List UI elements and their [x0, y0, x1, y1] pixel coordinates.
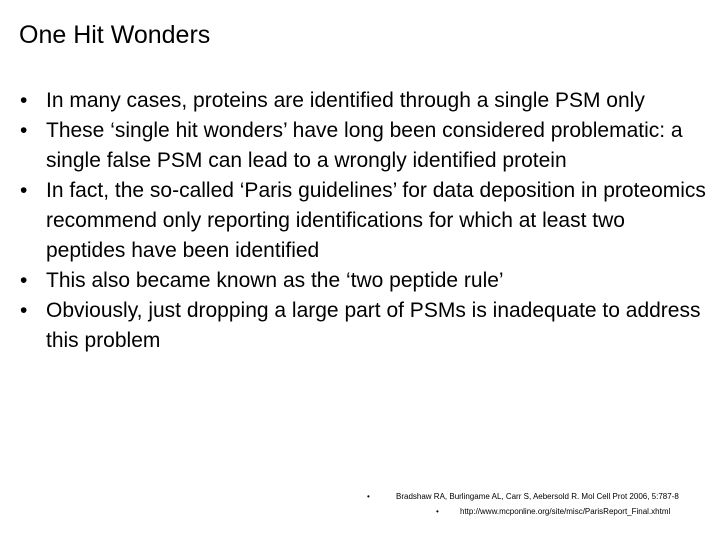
reference-url[interactable]	[436, 507, 670, 517]
bullet-text: In fact, the so-called ‘Paris guidelines’ for data deposition in proteomics recommend only reporting identifications for which at least two peptides have been identified	[46, 179, 706, 262]
bullet-text: Obviously, just dropping a large part of PSMs is inadequate to address this problem	[46, 299, 701, 352]
reference-url-link[interactable]: http://www.mcponline.org/site/misc/ParisReport_Final.xhtml	[460, 507, 671, 516]
reference-citation	[367, 492, 679, 502]
bullet-item	[20, 296, 710, 356]
bullet-icon: •	[20, 89, 28, 112]
slide-title: One Hit Wonders	[19, 21, 211, 49]
bullet-text: This also became known as the ‘two peptide rule’	[46, 269, 504, 292]
reference-citation-text: Bradshaw RA, Burlingame AL, Carr S, Aebersold R. Mol Cell Prot 2006, 5:787-8	[396, 492, 679, 501]
bullet-list	[20, 86, 710, 356]
bullet-text: These ‘single hit wonders’ have long been considered problematic: a single false PSM can lead to a wrongly identified protein	[46, 119, 683, 172]
reference-bullet-icon: •	[436, 507, 439, 516]
bullet-item	[20, 266, 710, 296]
bullet-text: In many cases, proteins are identified through a single PSM only	[46, 89, 645, 112]
bullet-item	[20, 176, 710, 266]
reference-bullet-icon: •	[367, 492, 370, 501]
bullet-item	[20, 116, 710, 176]
bullet-icon: •	[20, 179, 28, 202]
bullet-item	[20, 86, 710, 116]
bullet-icon: •	[20, 299, 28, 322]
bullet-icon: •	[20, 119, 28, 142]
bullet-icon: •	[20, 269, 28, 292]
